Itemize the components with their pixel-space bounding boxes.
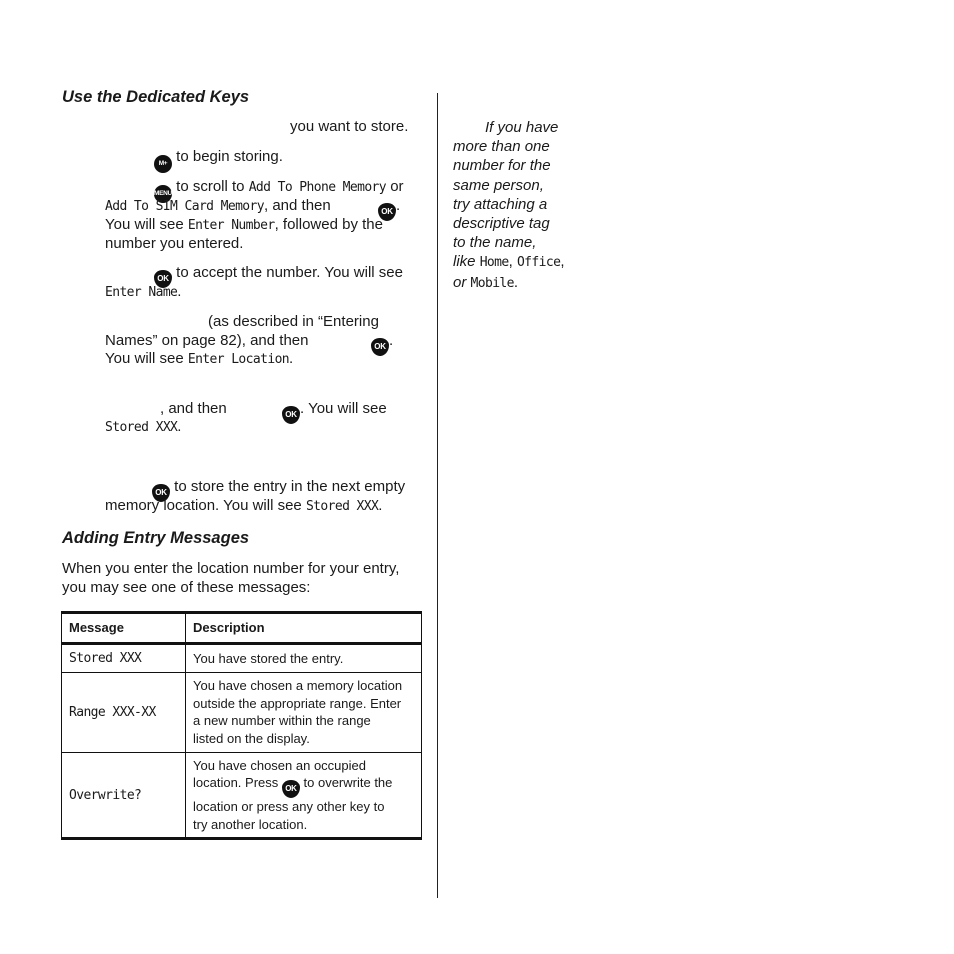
sidebar-line: descriptive tag: [453, 215, 550, 233]
ok-key-icon: OK: [154, 270, 172, 288]
ok-key-icon: OK: [378, 203, 396, 221]
sidebar-line: more than one: [453, 138, 550, 156]
column-header-description: Description: [186, 613, 422, 644]
ok-key-icon: OK: [282, 406, 300, 424]
mem-plus-key-icon: M+: [154, 155, 172, 173]
step-5-ok: OK .: [371, 332, 393, 356]
table-row: [62, 752, 422, 839]
sidebar-line: try attaching a: [453, 195, 548, 213]
step-6-line-1: [160, 400, 227, 417]
section-heading-dedicated-keys: Use the Dedicated Keys: [62, 88, 250, 106]
ok-key-icon: OK: [371, 338, 389, 356]
message-overwrite: Overwrite?: [69, 787, 142, 803]
intro-line-1: When you enter the location number for your entry,: [62, 560, 400, 577]
description-line: outside the appropriate range. Enter: [193, 695, 402, 711]
section-heading-entry-messages: Adding Entry Messages: [62, 529, 250, 547]
message-cell: [62, 752, 186, 839]
followed-text: , followed by the: [274, 216, 383, 233]
step-3-ok: OK .: [378, 197, 400, 221]
step-4-line-1: [154, 264, 403, 288]
overwrite-text: to overwrite the: [303, 775, 393, 790]
you-will-see-text: . You will see: [300, 400, 387, 417]
description-line: a new number within the range: [193, 713, 371, 728]
step-5-line-1: (as described in “Entering: [208, 313, 379, 330]
tag-home: Home: [479, 255, 509, 271]
column-header-message: Message: [62, 613, 186, 644]
description-line: [193, 774, 414, 798]
table-header-row: [62, 613, 422, 644]
sidebar-note: [453, 118, 565, 293]
option-add-to-sim-memory: Add To SIM Card Memory: [105, 199, 264, 214]
menu-key-icon: MENU: [154, 185, 172, 203]
ok-key-icon: OK: [282, 780, 300, 798]
screen-enter-number: Enter Number: [187, 218, 275, 233]
description-cell: [186, 672, 422, 752]
and-then-text: , and then: [160, 400, 227, 417]
step-7-line-2: memory location. You will see Stored XXX.: [105, 497, 383, 514]
step-7-text: to store the entry in the next empty: [174, 478, 406, 495]
step-3-line-2: [105, 197, 331, 214]
step-7-text-2: memory location. You will see: [105, 497, 302, 514]
message-range-xxx-xx: Range XXX-XX: [69, 704, 156, 720]
description-line: try another location.: [193, 816, 308, 832]
message-cell: [62, 672, 186, 752]
step-6-line-2: Stored XXX.: [105, 418, 182, 435]
step-3-line-4: number you entered.: [105, 235, 244, 252]
description-line: location or press any other key to: [193, 799, 385, 814]
or-text: or: [390, 178, 404, 195]
description-cell: [186, 752, 422, 839]
and-then-text: , and then: [264, 197, 331, 214]
like-text: like: [453, 253, 476, 271]
step-4-text: to accept the number. You will see: [176, 264, 403, 281]
tag-mobile: Mobile: [470, 275, 514, 291]
table-row: [62, 644, 422, 673]
tag-office: Office: [516, 255, 561, 271]
step-6-ok: [282, 400, 387, 424]
sidebar-line: like Home, Office,: [453, 253, 565, 271]
screen-enter-location: Enter Location: [187, 352, 290, 367]
step-3-line-3: [105, 216, 383, 233]
sidebar-line: number for the: [453, 157, 551, 175]
option-add-to-phone-memory: Add To Phone Memory: [248, 180, 387, 195]
description-cell: You have stored the entry.: [186, 644, 422, 673]
you-will-see-text: You will see: [105, 216, 184, 233]
sidebar-line: or Mobile.: [453, 273, 519, 291]
step-1-text: you want to store.: [290, 118, 409, 135]
step-2: [154, 148, 283, 173]
step-5-line-3: You will see Enter Location.: [105, 350, 294, 367]
or-text: or: [453, 273, 467, 291]
press-text: location. Press: [193, 775, 279, 790]
sidebar-line: to the name,: [453, 234, 537, 252]
screen-enter-name: Enter Name: [105, 285, 178, 300]
you-will-see-text: You will see: [105, 350, 184, 367]
column-divider: [437, 93, 438, 898]
ok-key-icon: OK: [152, 484, 170, 502]
intro-line-2: you may see one of these messages:: [62, 579, 311, 596]
table-row: [62, 672, 422, 752]
step-4-line-2: Enter Name.: [105, 283, 182, 300]
description-line: You have chosen an occupied: [193, 757, 366, 773]
step-3-text: to scroll to: [176, 178, 245, 195]
screen-stored-xxx: Stored XXX: [105, 420, 178, 435]
sidebar-line: same person,: [453, 176, 544, 194]
step-5-line-2: Names” on page 82), and then: [105, 332, 309, 349]
message-stored-xxx: Stored XXX: [69, 651, 142, 666]
screen-stored-xxx: Stored XXX: [305, 499, 379, 514]
description-line: listed on the display.: [193, 730, 310, 746]
message-cell: [62, 644, 186, 673]
messages-table: [61, 611, 422, 840]
sidebar-line: If you have: [485, 119, 559, 136]
step-2-text: to begin storing.: [176, 148, 283, 165]
description-line: You have chosen a memory location: [193, 678, 403, 693]
